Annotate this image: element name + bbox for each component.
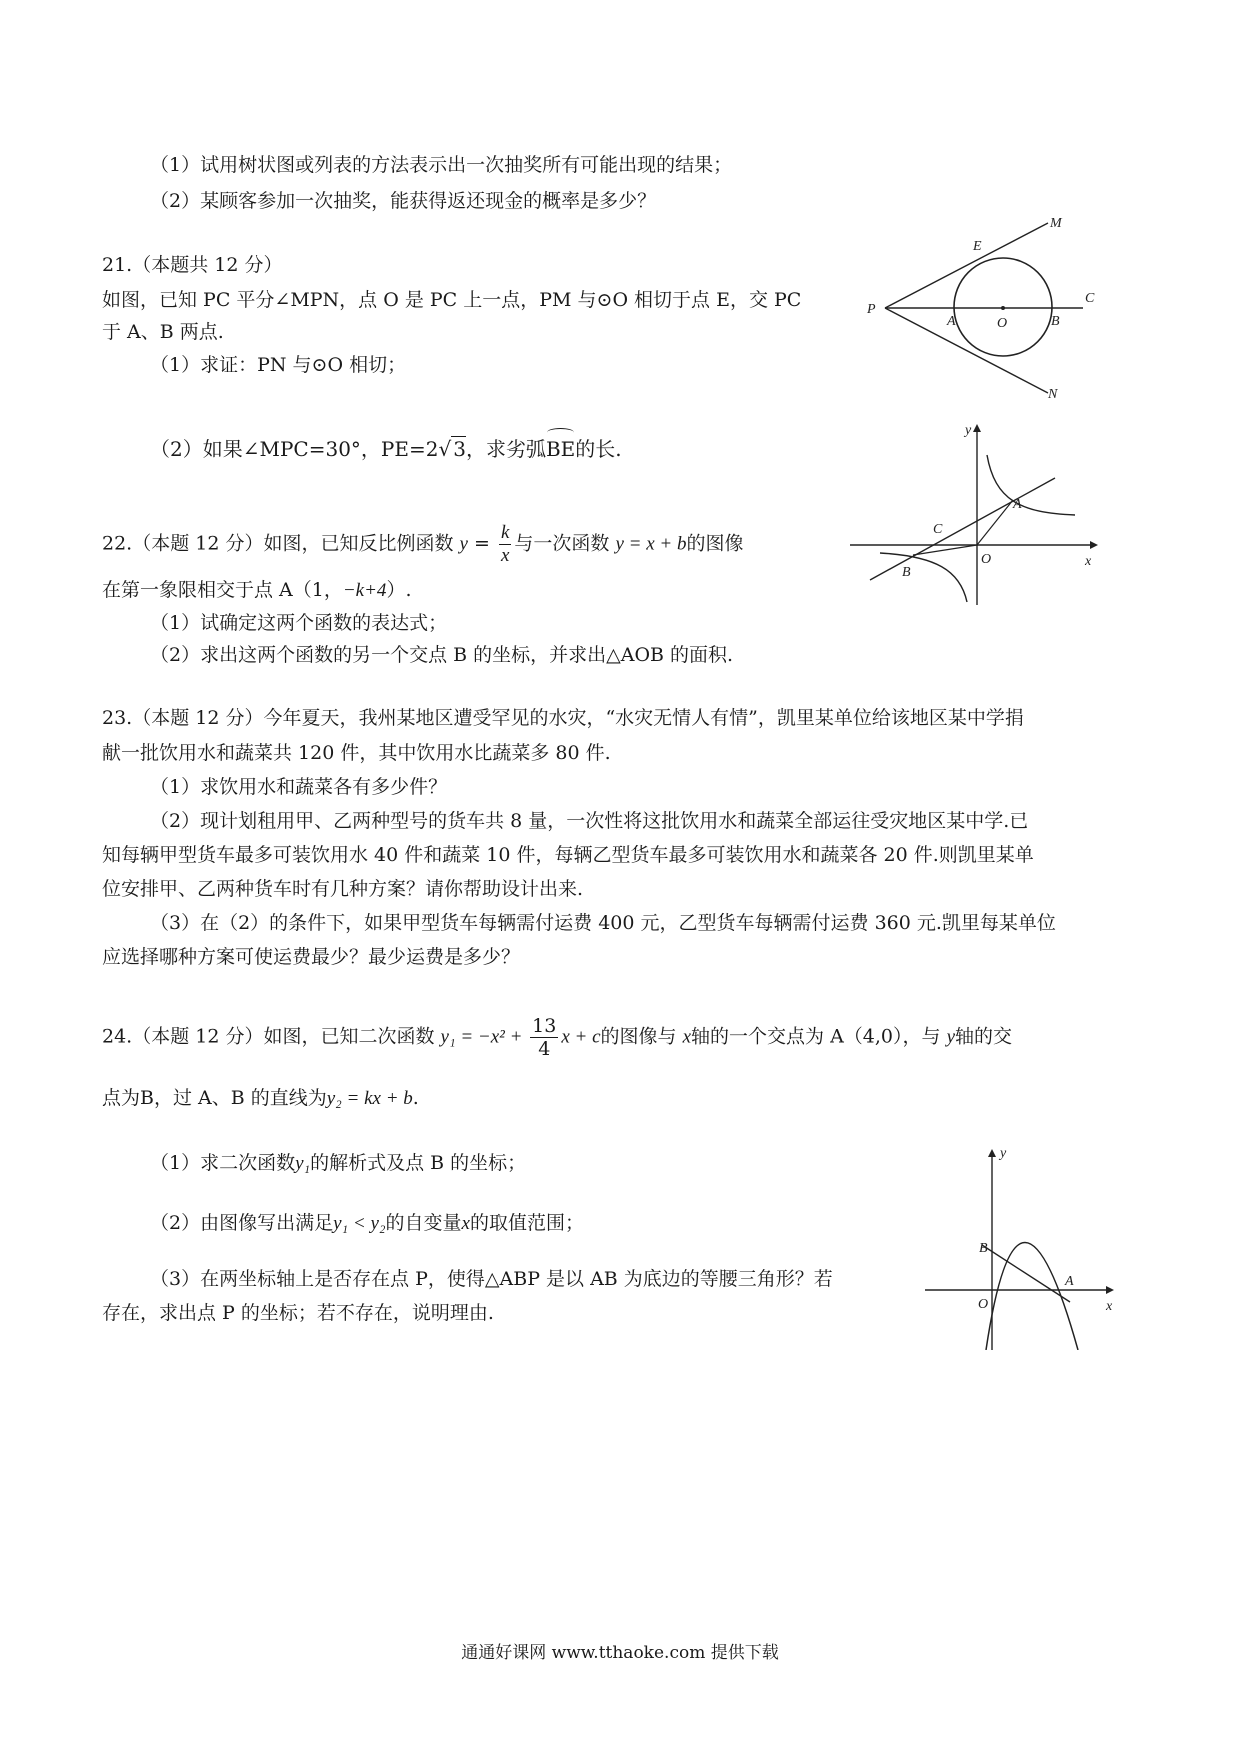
label-a: A — [1013, 497, 1022, 512]
fraction-k-over-x: $\frac{k}{x}$ — [500, 522, 510, 566]
q23-part3-line2: 应选择哪种方案可使运费最少？最少运费是多少？ — [102, 946, 521, 968]
fraction-13-over-4: $\frac{13}{4}$ — [532, 1015, 557, 1060]
q23-stem-line2: 献一批饮用水和蔬菜共 120 件，其中饮用水比蔬菜多 80 件. — [102, 742, 611, 764]
q22-stem-line1: 22.（本题 12 分）如图，已知反比例函数 y = $\frac{k}{x}$ 与一次函数 y = x + b的图像 — [102, 522, 744, 566]
q21-stem-line2: 于 A、B 两点. — [102, 321, 224, 343]
label-a: A — [1065, 1274, 1074, 1289]
line-ab — [870, 478, 1055, 580]
q23-part1: （1）求饮用水和蔬菜各有多少件？ — [150, 776, 448, 798]
figure-parabola — [920, 1145, 1120, 1350]
y-axis-arrow — [988, 1149, 996, 1157]
q23-part2-line3: 位安排甲、乙两种货车时有几种方案？请你帮助设计出来. — [102, 878, 584, 900]
label-c: C — [1085, 291, 1095, 306]
q24-part3-line2: 存在，求出点 P 的坐标；若不存在，说明理由. — [102, 1302, 494, 1324]
q21-part1: （1）求证：PN 与⊙O 相切； — [150, 354, 407, 376]
segment-ob — [913, 545, 977, 555]
label-x: x — [1085, 554, 1092, 569]
x-axis-arrow — [1106, 1286, 1114, 1294]
q24-part3-line1: （3）在两坐标轴上是否存在点 P，使得△ABP 是以 AB 为底边的等腰三角形？若 — [150, 1268, 833, 1290]
q22-part1: （1）试确定这两个函数的表达式； — [150, 612, 448, 634]
q21-stem-line1: 如图，已知 PC 平分∠MPN，点 O 是 PC 上一点，PM 与⊙O 相切于点 E，交 PC — [102, 289, 802, 311]
figure-circle-tangent — [855, 215, 1110, 405]
label-a: A — [947, 314, 956, 329]
segment-oa — [977, 500, 1013, 545]
label-b: B — [1051, 314, 1060, 329]
label-o: O — [997, 316, 1008, 331]
page-footer: 通通好课网 www.tthaoke.com 提供下载 — [461, 1643, 779, 1663]
label-b: B — [979, 1241, 988, 1256]
label-b: B — [902, 565, 911, 580]
line-y2 — [982, 1245, 1070, 1302]
label-x: x — [1106, 1299, 1113, 1314]
q21-part2: （2）如果∠MPC=30°，PE=2√ 3，求劣弧BE的长. — [106, 430, 622, 464]
label-e: E — [973, 239, 982, 254]
q22-stem-line2: 在第一象限相交于点 A（1，−k+4）. — [102, 579, 412, 601]
q20-part2: （2）某顾客参加一次抽奖，能获得返还现金的概率是多少？ — [150, 190, 657, 212]
label-m: M — [1050, 216, 1062, 231]
parabola-y1 — [986, 1243, 1078, 1351]
q24-part1: （1）求二次函数y₁的解析式及点 B 的坐标； — [150, 1152, 527, 1174]
y-axis-arrow — [973, 424, 981, 432]
ray-pn — [885, 308, 1048, 393]
q23-part3-line1: （3）在（2）的条件下，如果甲型货车每辆需付运费 400 元，乙型货车每辆需付运费 360 元.凯里每某单位 — [150, 912, 1056, 934]
label-c: C — [933, 522, 943, 537]
label-n: N — [1048, 387, 1058, 402]
label-o: O — [981, 552, 992, 567]
hyperbola-branch-q1 — [987, 455, 1075, 515]
figure-hyperbola-line — [845, 420, 1105, 605]
x-axis-arrow — [1090, 541, 1098, 549]
q24-stem-line1: 24.（本题 12 分）如图，已知二次函数 y₁ = −x² + $\frac{13}{4}$ x + c的图像与 x轴的一个交点为 A（4,0），与 y轴的交 — [102, 1015, 1013, 1060]
hyperbola-branch-q3 — [880, 553, 967, 602]
label-p: P — [867, 302, 876, 317]
point-o — [1001, 306, 1005, 310]
q23-stem-line1: 23.（本题 12 分）今年夏天，我州某地区遭受罕见的水灾，“水灾无情人有情”，凯里某单位给该地区某中学捐 — [102, 707, 1024, 729]
arc-be: BE — [546, 430, 575, 464]
label-y: y — [965, 423, 972, 438]
q24-stem-line2: 点为B，过 A、B 的直线为y₂ = kx + b. — [102, 1087, 419, 1109]
q23-part2-line1: （2）现计划租用甲、乙两种型号的货车共 8 量，一次性将这批饮用水和蔬菜全部运往受灾地区某中学.已 — [150, 810, 1029, 832]
ray-pm — [885, 223, 1048, 308]
q20-part1: （1）试用树状图或列表的方法表示出一次抽奖所有可能出现的结果； — [150, 154, 733, 176]
q23-part2-line2: 知每辆甲型货车最多可装饮用水 40 件和蔬菜 10 件，每辆乙型货车最多可装饮用水和蔬菜各 20 件.则凯里某单 — [102, 844, 1034, 866]
q21-heading: 21.（本题共 12 分） — [102, 254, 283, 276]
q22-part2: （2）求出这两个函数的另一个交点 B 的坐标，并求出△AOB 的面积. — [150, 644, 734, 666]
q24-part2: （2）由图像写出满足y₁ < y₂的自变量x的取值范围； — [150, 1212, 584, 1234]
label-o: O — [978, 1297, 989, 1312]
label-y: y — [1000, 1146, 1007, 1161]
